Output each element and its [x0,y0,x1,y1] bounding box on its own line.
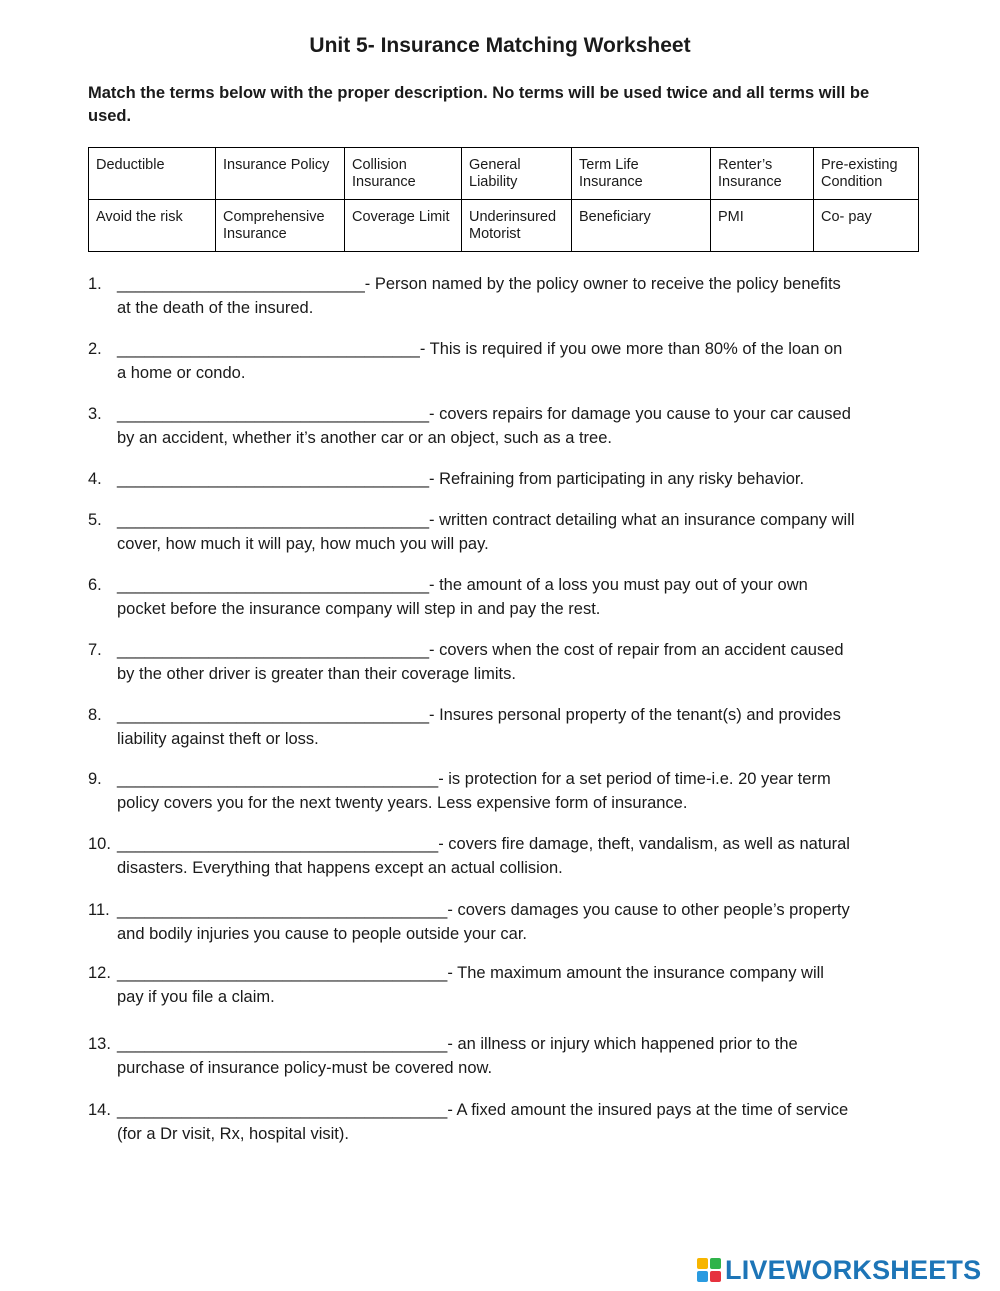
logo-mark-icon [697,1258,721,1282]
question-item [88,767,918,815]
question-text-cont: pocket before the insurance company will step in and pay the rest. [117,600,601,618]
answer-blank[interactable]: ___________________________ [117,275,365,293]
question-text-cont: policy covers you for the next twenty years. Less expensive form of insurance. [117,794,688,812]
question-text-cont: liability against theft or loss. [117,730,319,748]
answer-blank[interactable]: __________________________________ [117,706,430,724]
question-text-cont: purchase of insurance policy-must be covered now. [117,1059,493,1077]
question-text-cont: disasters. Everything that happens except an actual collision. [117,859,563,877]
term-cell: Coverage Limit [345,200,462,252]
page-title: Unit 5- Insurance Matching Worksheet [309,34,691,57]
question-text-cont: at the death of the insured. [117,299,314,317]
question-text-cont: and bodily injuries you cause to people outside your car. [117,925,528,943]
question-number: 11. [88,901,110,919]
term-cell: Pre-existing Condition [814,148,919,200]
question-number: 9. [88,770,102,788]
question-number: 2. [88,340,102,358]
question-item [88,1032,918,1080]
question-number: 10. [88,835,111,853]
term-cell: Renter’s Insurance [711,148,814,200]
question-text: - is protection for a set period of time-i.e. 20 year term [438,770,831,788]
table-row [89,148,919,200]
question-text: - covers fire damage, theft, vandalism, as well as natural [438,835,850,853]
term-cell: General Liability [462,148,572,200]
question-text: - This is required if you owe more than 80% of the loan on [419,340,843,358]
question-number: 13. [88,1035,111,1053]
term-cell: Collision Insurance [345,148,462,200]
answer-blank[interactable]: ____________________________________ [117,964,448,982]
question-text: - covers when the cost of repair from an accident caused [429,641,844,659]
question-text-cont: by an accident, whether it’s another car or an object, such as a tree. [117,429,612,447]
question-item [88,961,918,1009]
logo-wordmark: LIVEWORKSHEETS [725,1254,982,1285]
term-cell: Deductible [89,148,216,200]
answer-blank[interactable]: __________________________________ [117,511,430,529]
question-text-cont: a home or condo. [117,364,246,382]
answer-blank[interactable]: __________________________________ [117,576,430,594]
question-item [88,402,918,450]
question-number: 12. [88,964,111,982]
question-number: 6. [88,576,102,594]
question-number: 5. [88,511,102,529]
question-item [88,832,918,880]
term-cell: Comprehensive Insurance [216,200,345,252]
liveworksheets-logo [697,1255,981,1285]
question-number: 7. [88,641,102,659]
question-text: - written contract detailing what an insurance company will [429,511,855,529]
question-item [88,898,918,946]
question-number: 3. [88,405,102,423]
term-cell: Avoid the risk [89,200,216,252]
question-text-cont: (for a Dr visit, Rx, hospital visit). [117,1125,349,1143]
answer-blank[interactable]: ____________________________________ [117,901,448,919]
question-text-cont: by the other driver is greater than their coverage limits. [117,665,516,683]
term-cell: Co- pay [814,200,919,252]
question-text: - Insures personal property of the tenant(s) and provides [429,706,841,724]
answer-blank[interactable]: __________________________________ [117,470,430,488]
term-cell: PMI [711,200,814,252]
question-number: 8. [88,706,102,724]
answer-blank[interactable]: ____________________________________ [117,1101,448,1119]
question-item [88,467,918,491]
terms-table [88,147,919,252]
question-text: - the amount of a loss you must pay out of your own [429,576,808,594]
answer-blank[interactable]: ___________________________________ [117,770,439,788]
answer-blank[interactable]: ____________________________________ [117,1035,448,1053]
question-text-cont: pay if you file a claim. [117,988,275,1006]
question-text: - covers damages you cause to other people’s property [447,901,850,919]
instructions: Match the terms below with the proper description. No terms will be used twice and all terms will be used. [88,84,870,125]
question-number: 4. [88,470,102,488]
term-cell: Beneficiary [572,200,711,252]
question-item [88,703,918,751]
question-text-cont: cover, how much it will pay, how much you will pay. [117,535,489,553]
question-text: - Refraining from participating in any risky behavior. [429,470,805,488]
question-text: - A fixed amount the insured pays at the time of service [447,1101,849,1119]
question-text: - Person named by the policy owner to receive the policy benefits [364,275,841,293]
term-cell: Underinsured Motorist [462,200,572,252]
answer-blank[interactable]: ___________________________________ [117,835,439,853]
question-text: - an illness or injury which happened prior to the [447,1035,798,1053]
term-cell: Term Life Insurance [572,148,711,200]
question-number: 14. [88,1101,111,1119]
question-item [88,337,918,385]
question-number: 1. [88,275,102,293]
table-row [89,200,919,252]
question-item [88,638,918,686]
answer-blank[interactable]: __________________________________ [117,405,430,423]
question-item [88,573,918,621]
question-text: - covers repairs for damage you cause to your car caused [429,405,851,423]
question-item [88,1098,918,1146]
answer-blank[interactable]: _________________________________ [117,340,420,358]
question-text: - The maximum amount the insurance company will [447,964,824,982]
answer-blank[interactable]: __________________________________ [117,641,430,659]
term-cell: Insurance Policy [216,148,345,200]
question-item [88,272,918,320]
question-item [88,508,918,556]
